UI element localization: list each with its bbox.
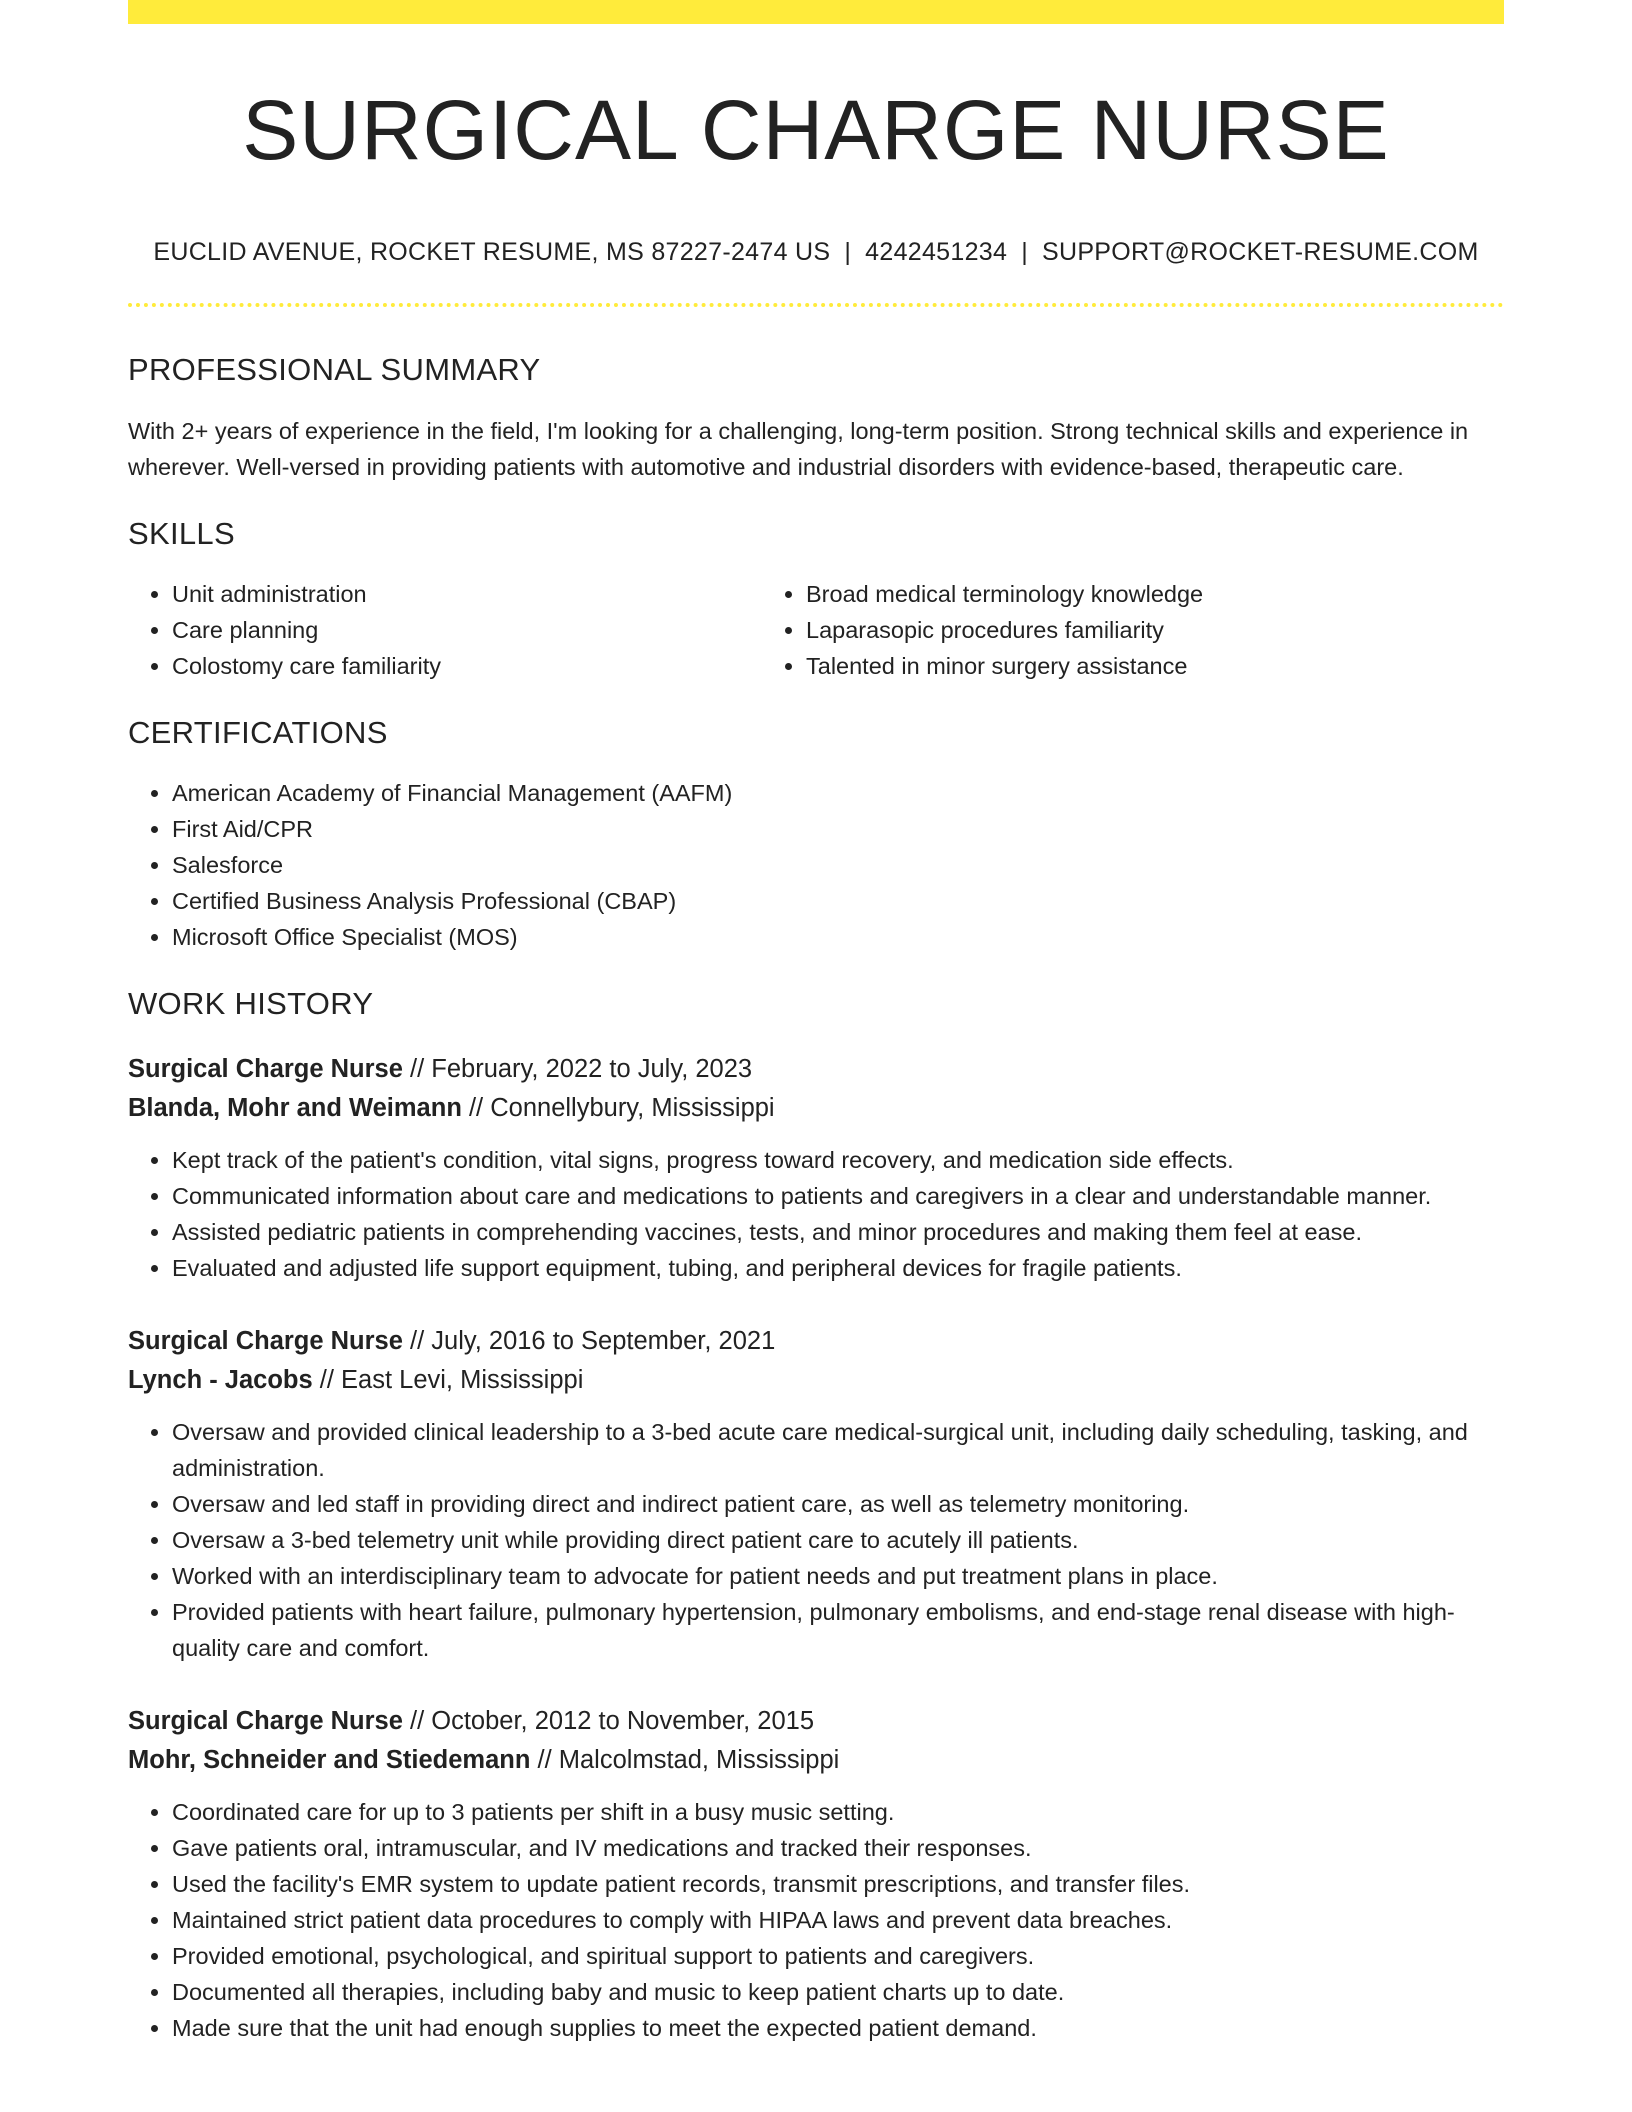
job-bullet: • Assisted pediatric patients in comprehending vaccines, tests, and minor procedures and making them feel at ease. bbox=[172, 1214, 1504, 1250]
contact-address: EUCLID AVENUE, ROCKET RESUME, MS 87227-2474 US bbox=[153, 238, 831, 267]
contact-separator: | bbox=[1021, 238, 1028, 267]
skill-item: • Colostomy care familiarity bbox=[172, 648, 762, 684]
job-bullet: • Provided patients with heart failure, pulmonary hypertension, pulmonary embolisms, and end-stage renal disease with high-quality care and comfort. bbox=[172, 1594, 1504, 1666]
certifications-heading: CERTIFICATIONS bbox=[128, 714, 388, 750]
skills-right-list bbox=[762, 576, 1396, 684]
job-bullet: • Communicated information about care and medications to patients and caregivers in a clear and understandable manner. bbox=[172, 1178, 1504, 1214]
certifications-list bbox=[128, 775, 1504, 955]
job-company-line bbox=[128, 1361, 1504, 1400]
contact-separator: | bbox=[844, 238, 852, 267]
job-bullet: • Coordinated care for up to 3 patients per shift in a busy music setting. bbox=[172, 1794, 1504, 1830]
resume-page bbox=[128, 0, 1504, 2046]
top-accent-bar bbox=[128, 0, 1504, 24]
job-bullet: • Provided emotional, psychological, and spiritual support to patients and caregivers. bbox=[172, 1938, 1504, 1974]
job-bullet: • Maintained strict patient data procedures to comply with HIPAA laws and prevent data breaches. bbox=[172, 1902, 1504, 1938]
summary-heading: PROFESSIONAL SUMMARY bbox=[128, 352, 541, 388]
skill-item: • Broad medical terminology knowledge bbox=[806, 576, 1396, 612]
job-bullet: • Gave patients oral, intramuscular, and IV medications and tracked their responses. bbox=[172, 1830, 1504, 1866]
job-bullet: • Oversaw a 3-bed telemetry unit while providing direct patient care to acutely ill patients. bbox=[172, 1522, 1504, 1558]
job-location: // East Levi, Mississippi bbox=[312, 1366, 584, 1395]
skill-item: • Unit administration bbox=[172, 576, 762, 612]
certification-item: • American Academy of Financial Management (AAFM) bbox=[172, 775, 1504, 811]
job-title-line bbox=[128, 1050, 1504, 1089]
header-divider bbox=[128, 303, 1504, 307]
skill-item: • Laparasopic procedures familiarity bbox=[806, 612, 1396, 648]
job-bullets bbox=[128, 1142, 1504, 1286]
certification-item: • Certified Business Analysis Professional (CBAP) bbox=[172, 883, 1504, 919]
skills-heading: SKILLS bbox=[128, 515, 235, 551]
job-bullets bbox=[128, 1794, 1504, 2046]
job-company-line bbox=[128, 1089, 1504, 1128]
job-location: // Connellybury, Mississippi bbox=[461, 1094, 775, 1123]
job-bullet: • Oversaw and led staff in providing direct and indirect patient care, as well as telemetry monitoring. bbox=[172, 1486, 1504, 1522]
job-bullets bbox=[128, 1414, 1504, 1666]
work-history-heading: WORK HISTORY bbox=[128, 985, 374, 1021]
job-bullet: • Evaluated and adjusted life support equipment, tubing, and peripheral devices for fragile patients. bbox=[172, 1250, 1504, 1286]
job-company-line bbox=[128, 1741, 1504, 1780]
job-bullet: • Worked with an interdisciplinary team to advocate for patient needs and put treatment plans in place. bbox=[172, 1558, 1504, 1594]
job-role: Surgical Charge Nurse bbox=[128, 1707, 403, 1736]
job-company: Mohr, Schneider and Stiedemann bbox=[128, 1746, 531, 1775]
job-dates: // February, 2022 to July, 2023 bbox=[402, 1055, 753, 1084]
job-entry bbox=[128, 1322, 1504, 1666]
job-location: // Malcolmstad, Mississippi bbox=[530, 1746, 840, 1775]
job-bullet: • Used the facility's EMR system to update patient records, transmit prescriptions, and transfer files. bbox=[172, 1866, 1504, 1902]
contact-phone[interactable]: 4242451234 bbox=[865, 238, 1008, 267]
summary-text: With 2+ years of experience in the field, I'm looking for a challenging, long-term position. Strong technical skills and experience in wherever. Well-versed in providing patients with automotive and industrial disorders with evidence-based, therapeutic care. bbox=[128, 417, 1469, 480]
job-title-line bbox=[128, 1702, 1504, 1741]
job-bullet: • Kept track of the patient's condition, vital signs, progress toward recovery, and medication side effects. bbox=[172, 1142, 1504, 1178]
skill-item: • Talented in minor surgery assistance bbox=[806, 648, 1396, 684]
contact-line bbox=[128, 238, 1504, 267]
job-dates: // October, 2012 to November, 2015 bbox=[402, 1707, 815, 1736]
certification-item: • Microsoft Office Specialist (MOS) bbox=[172, 919, 1504, 955]
job-bullet: • Oversaw and provided clinical leadership to a 3-bed acute care medical-surgical unit, including daily scheduling, tasking, and administration. bbox=[172, 1414, 1504, 1486]
job-company: Lynch - Jacobs bbox=[128, 1366, 313, 1395]
job-entry bbox=[128, 1702, 1504, 2046]
resume-name: SURGICAL CHARGE NURSE bbox=[242, 83, 1390, 177]
job-role: Surgical Charge Nurse bbox=[128, 1327, 403, 1356]
job-bullet: • Documented all therapies, including baby and music to keep patient charts up to date. bbox=[172, 1974, 1504, 2010]
certification-item: • First Aid/CPR bbox=[172, 811, 1504, 847]
skill-item: • Care planning bbox=[172, 612, 762, 648]
skills-left-list bbox=[128, 576, 762, 684]
job-bullet: • Made sure that the unit had enough supplies to meet the expected patient demand. bbox=[172, 2010, 1504, 2046]
job-role: Surgical Charge Nurse bbox=[128, 1055, 403, 1084]
skills-grid bbox=[128, 576, 1504, 684]
job-dates: // July, 2016 to September, 2021 bbox=[402, 1327, 776, 1356]
contact-email[interactable]: SUPPORT@ROCKET-RESUME.COM bbox=[1042, 238, 1479, 267]
certification-item: • Salesforce bbox=[172, 847, 1504, 883]
job-entry bbox=[128, 1050, 1504, 1286]
job-company: Blanda, Mohr and Weimann bbox=[128, 1094, 462, 1123]
job-title-line bbox=[128, 1322, 1504, 1361]
